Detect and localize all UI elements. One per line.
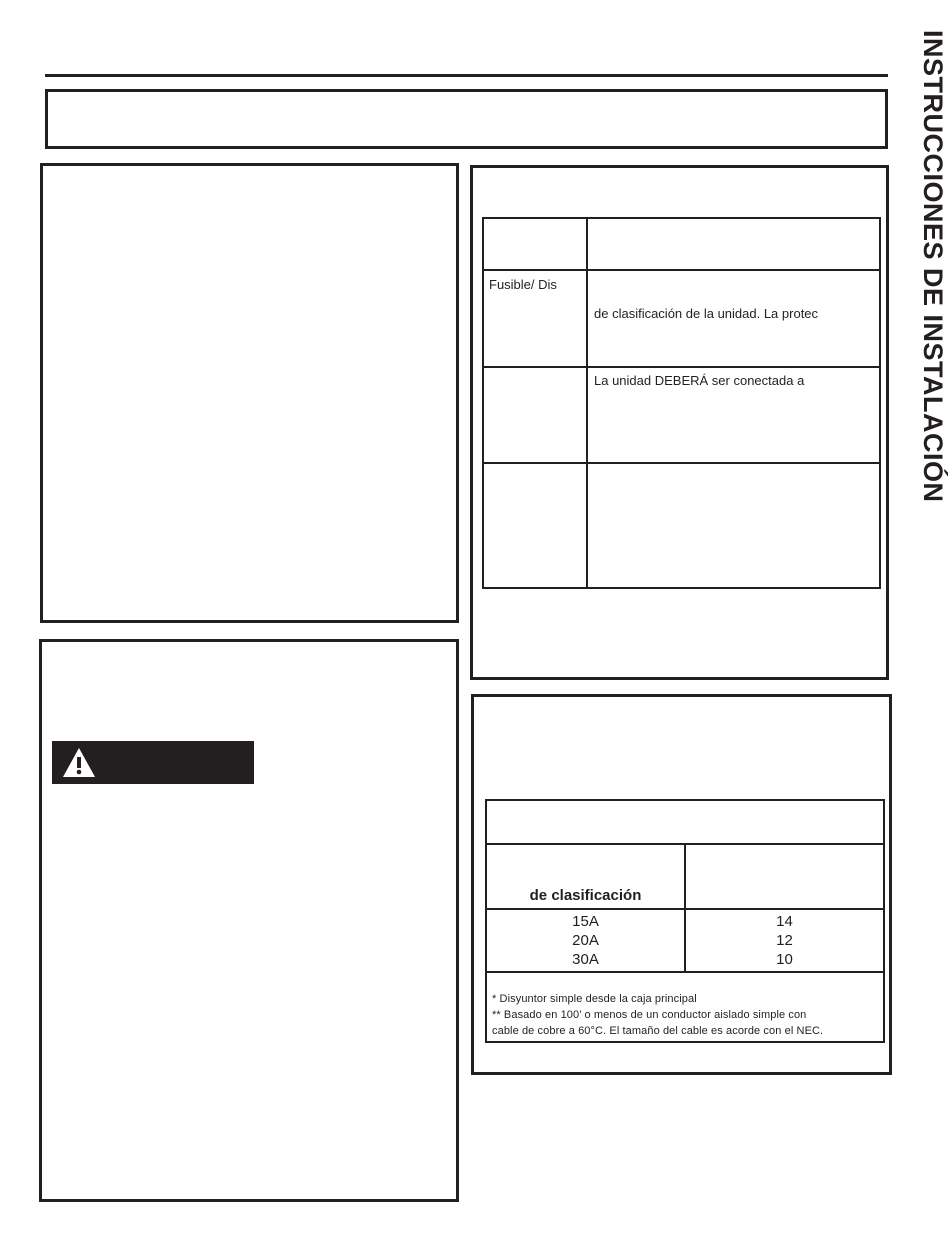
warning-banner bbox=[52, 741, 254, 784]
table-row bbox=[483, 218, 880, 270]
table-row bbox=[483, 367, 880, 463]
table-notes bbox=[487, 973, 883, 1041]
table-row bbox=[483, 463, 880, 588]
amp-value: 30A bbox=[572, 951, 599, 968]
table-cell bbox=[587, 367, 880, 463]
wire-size-table bbox=[485, 799, 885, 1043]
fuse-text: de clasificación de la unidad. La protec bbox=[594, 306, 819, 321]
fuse-requirements-table bbox=[482, 217, 881, 589]
table-header-row bbox=[487, 845, 883, 910]
table-row bbox=[483, 270, 880, 367]
table-cell bbox=[587, 270, 880, 367]
table-cell bbox=[587, 218, 880, 270]
note-line: * Disyuntor simple desde la caja principal bbox=[492, 993, 697, 1005]
amp-value: 20A bbox=[572, 932, 599, 949]
amp-value: 15A bbox=[572, 913, 599, 930]
table-cell bbox=[483, 218, 587, 270]
note-line: ** Basado en 100’ o menos de un conductor aislado simple con bbox=[492, 1009, 807, 1021]
note-line: cable de cobre a 60°C. El tamaño del cable es acorde con el NEC. bbox=[492, 1025, 824, 1037]
header-rule bbox=[45, 74, 888, 77]
header-rating: de clasificación bbox=[529, 887, 642, 904]
sidebar-title: INSTRUCCIONES DE INSTALACIÓN bbox=[918, 30, 948, 503]
table-title-row bbox=[487, 801, 883, 845]
awg-value: 14 bbox=[776, 913, 793, 930]
table-cell bbox=[587, 463, 880, 588]
table-body-row bbox=[487, 910, 883, 973]
fuse-label: Fusible/ Dis bbox=[489, 277, 557, 292]
title-box bbox=[45, 89, 888, 149]
awg-value: 10 bbox=[776, 951, 793, 968]
warning-icon bbox=[62, 746, 96, 778]
header-awg bbox=[686, 845, 883, 908]
ground-text: La unidad DEBERÁ ser conectada a bbox=[594, 373, 805, 388]
table-cell bbox=[483, 270, 587, 367]
left-top-panel bbox=[40, 163, 459, 623]
awg-value: 12 bbox=[776, 932, 793, 949]
table-cell bbox=[483, 463, 587, 588]
table-cell bbox=[483, 367, 587, 463]
left-bottom-panel bbox=[39, 639, 459, 1202]
